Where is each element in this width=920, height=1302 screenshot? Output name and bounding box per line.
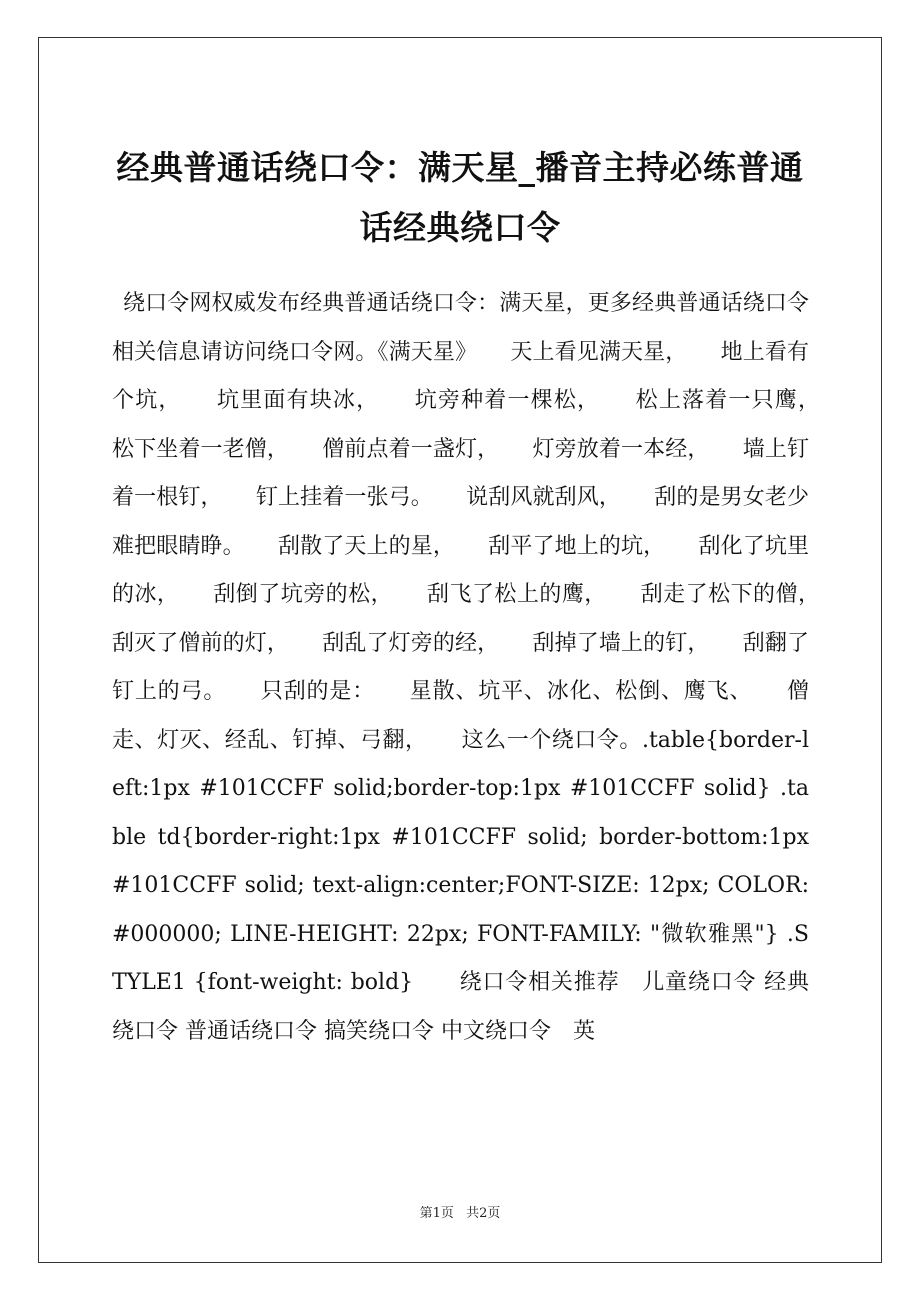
page-number: 第1页	[419, 1206, 454, 1221]
document-title: 经典普通话绕口令：满天星_播音主持必练普通话经典绕口令	[116, 148, 804, 247]
document-body: 绕口令网权威发布经典普通话绕口令：满天星，更多经典普通话绕口令相关信息请访问绕口令网。《满天星》 天上看见满天星， 地上看有个坑， 坑里面有块冰， 坑旁种着一棵松， 松上落着一只鹰， 松下坐着一老僧， 僧前点着一盏灯， 灯旁放着一本经， 墙上钉着一根钉， 钉上挂着一张弓。 说刮风就刮风， 刮的是男女老少难把眼睛睁。 刮散了天上的星， 刮平了地上的坑， 刮化了坑里的冰， 刮倒了坑旁的松， 刮飞了松上的鹰， 刮走了松下的僧， 刮灭了僧前的灯， 刮乱了灯旁的经， 刮掉了墙上的钉， 刮翻了钉上的弓。 只刮的是： 星散、坑平、冰化、松倒、鹰飞、 僧走、灯灭、经乱、钉掉、弓翻， 这么一个绕口令。.table{border-left:1px #101CCFF solid;border-top:1px #101CCFF solid} .table td{border-right:1px #101CCFF solid; border-bottom:1px #101CCFF solid; text-align:center;FONT-SIZE: 12px; COLOR: #000000; LINE-HEIGHT: 22px; FONT-FAMILY: "微软雅黑"} .STYLE1 {font-weight: bold} 绕口令相关推荐 儿童绕口令 经典绕口令 普通话绕口令 搞笑绕口令 中文绕口令 英	[112, 291, 854, 1044]
page-footer	[0, 1204, 920, 1224]
page-total: 共2页	[466, 1206, 501, 1221]
